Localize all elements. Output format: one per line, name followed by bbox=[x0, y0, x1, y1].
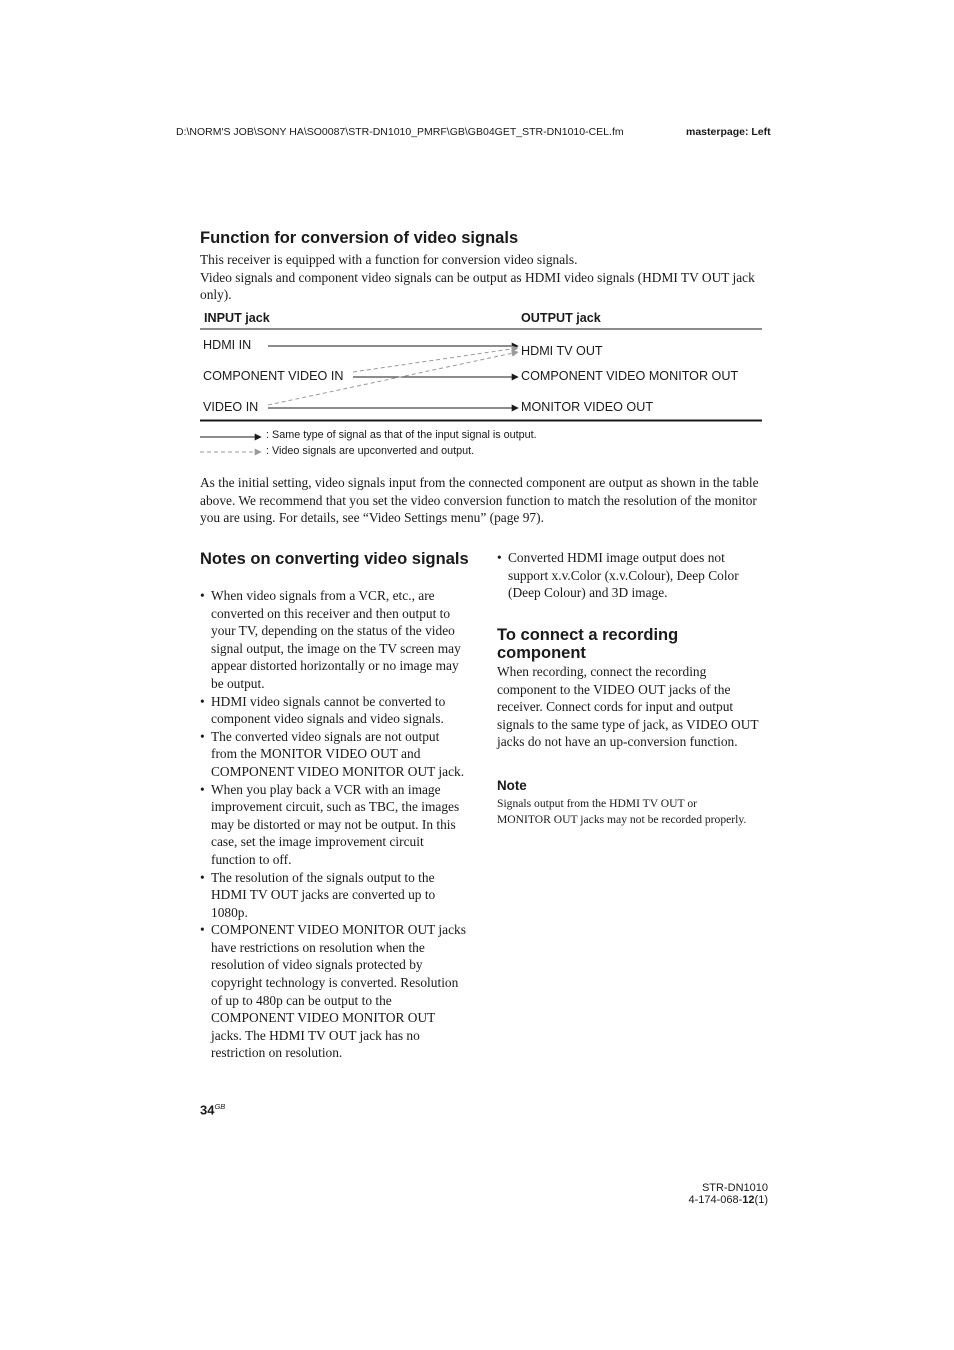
section-title-video-conversion: Function for conversion of video signals bbox=[200, 229, 519, 247]
model-name: STR-DN1010 bbox=[701, 1182, 768, 1194]
input-jack-header: INPUT jack bbox=[204, 311, 270, 325]
bullet-icon: • bbox=[200, 869, 205, 885]
part-bold: 12 bbox=[742, 1194, 755, 1206]
page-number-suffix: GB bbox=[214, 1102, 226, 1111]
page-number bbox=[200, 1102, 225, 1117]
input-video-in: VIDEO IN bbox=[203, 400, 259, 414]
note-text: HDMI video signals cannot be converted to component video signals and video signals. bbox=[211, 693, 446, 727]
legend-solid-text: : Same type of signal as that of the input signal is output. bbox=[266, 429, 537, 441]
part-prefix: 4-174-068- bbox=[688, 1194, 743, 1206]
bullet-icon: • bbox=[497, 550, 502, 565]
list-item bbox=[497, 549, 765, 602]
arrow-component-to-hdmi bbox=[353, 348, 518, 372]
bullet-icon: • bbox=[200, 922, 205, 938]
notes-title: Notes on converting video signals bbox=[200, 550, 469, 568]
note-title: Note bbox=[497, 778, 527, 793]
input-hdmi-in: HDMI IN bbox=[203, 338, 252, 352]
input-component-video-in: COMPONENT VIDEO IN bbox=[203, 369, 344, 383]
bullet-icon: • bbox=[200, 781, 205, 797]
output-hdmi-tv-out: HDMI TV OUT bbox=[521, 344, 603, 358]
output-monitor-video-out: MONITOR VIDEO OUT bbox=[521, 400, 654, 414]
signal-conversion-diagram bbox=[200, 308, 765, 473]
notes-list-right bbox=[497, 549, 765, 602]
note-text: When video signals from a VCR, etc., are converted on this receiver and then output to your TV, depending on the status of the video signal output, the image on the TV screen may appear distorted horizontally or no image may be output. bbox=[211, 588, 461, 691]
legend-dashed-text: : Video signals are upconverted and output. bbox=[266, 445, 475, 457]
note-text: Converted HDMI image output does not support x.v.Color (x.v.Colour), Deep Color (Deep Colour) and 3D image. bbox=[508, 550, 739, 601]
note-text: COMPONENT VIDEO MONITOR OUT jacks have restrictions on resolution when the resolution of video signals protected by copyright technology is converted. Resolution of up to 480p can be output to the COMPONENT VIDEO MONITOR OUT jacks. The HDMI TV OUT jack has no restriction on resolution. bbox=[211, 922, 466, 1061]
file-path: D:\NORM'S JOB\SONY HA\SO0087\STR-DN1010_PMRF\GB\GB04GET_STR-DN1010-CEL.fm bbox=[176, 126, 624, 138]
recording-title: To connect a recording component bbox=[497, 626, 679, 662]
recording-body: When recording, connect the recording component to the VIDEO OUT jacks of the receiver. Connect cords for input and output signals to the same type of jack, as VIDEO OUT jacks do not have an up-conversion function. bbox=[497, 664, 759, 749]
intro-line-2: Video signals and component video signals can be output as HDMI video signals (HDMI TV OUT jack only). bbox=[200, 269, 755, 302]
note-text: When you play back a VCR with an image improvement circuit, such as TBC, the images may be distorted or may not be output. In this case, set the image improvement circuit function to off. bbox=[211, 781, 460, 867]
bullet-icon: • bbox=[200, 588, 205, 603]
intro-line-1: This receiver is equipped with a function for conversion video signals. bbox=[200, 252, 578, 267]
list-item bbox=[200, 781, 466, 869]
note-body: Signals output from the HDMI TV OUT or MONITOR OUT jacks may not be recorded properly. bbox=[497, 797, 747, 826]
bullet-icon: • bbox=[200, 693, 205, 709]
initial-setting-paragraph: As the initial setting, video signals input from the connected component are output as shown in the table above. We recommend that you set the video conversion function to match the resolution of the monitor you are using. For details, see “Video Settings menu” (page 97). bbox=[200, 475, 759, 525]
list-item bbox=[200, 587, 466, 693]
note-text: The resolution of the signals output to the HDMI TV OUT jacks are converted up to 1080p. bbox=[211, 869, 436, 920]
list-item bbox=[200, 693, 466, 728]
bullet-icon: • bbox=[200, 728, 205, 744]
model-info bbox=[600, 1182, 768, 1206]
list-item bbox=[200, 728, 466, 781]
section-intro bbox=[200, 251, 765, 304]
output-component-video-monitor-out: COMPONENT VIDEO MONITOR OUT bbox=[521, 369, 739, 383]
part-suffix: (1) bbox=[754, 1194, 768, 1206]
list-item bbox=[200, 869, 466, 922]
masterpage-label: masterpage: Left bbox=[686, 126, 771, 138]
notes-list-left bbox=[200, 587, 466, 1062]
output-jack-header: OUTPUT jack bbox=[521, 311, 601, 325]
page-number-value: 34 bbox=[200, 1102, 215, 1118]
list-item bbox=[200, 921, 466, 1062]
part-number bbox=[600, 1194, 768, 1206]
note-text: The converted video signals are not output from the MONITOR VIDEO OUT and COMPONENT VIDEO MONITOR OUT jack. bbox=[211, 728, 465, 779]
